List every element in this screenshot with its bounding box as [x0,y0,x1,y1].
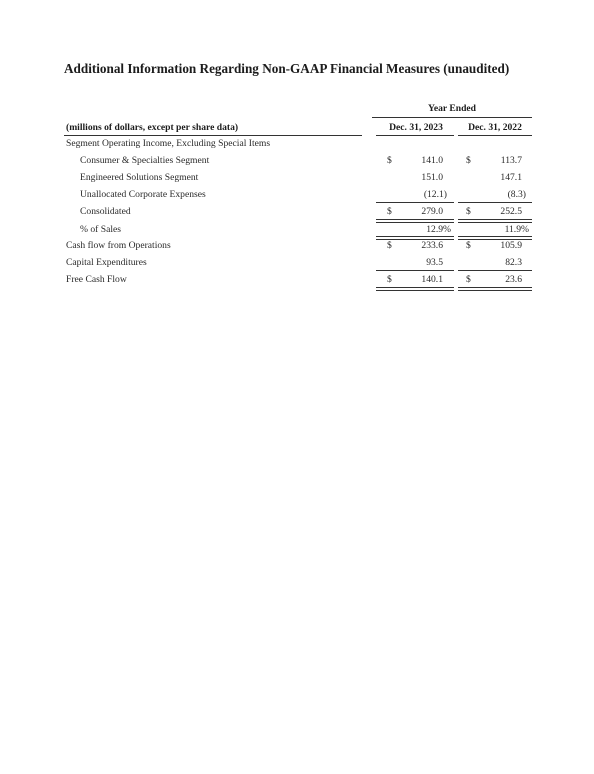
table-cell-2023: 151.0 [421,172,443,183]
units-header: (millions of dollars, except per share data) [66,122,239,133]
total-double-rule-2023 [376,287,454,291]
table-row-label: Free Cash Flow [66,274,127,285]
table-cell-2022: 23.6 [505,274,522,285]
financial-table [0,0,594,300]
column-rule-2022 [458,135,532,136]
table-cell-2022: 147.1 [500,172,522,183]
currency-symbol: $ [466,155,471,166]
table-cell-2023: 233.6 [421,240,443,251]
table-cell-2023: 140.1 [421,274,443,285]
table-cell-2022: 113.7 [500,155,522,166]
subtotal-rule-2023 [376,270,454,271]
table-row-label: Engineered Solutions Segment [80,172,199,183]
table-cell-2023: (12.1) [423,189,447,200]
subtotal-rule-2023 [376,202,454,203]
table-cell-2023: 141.0 [421,155,443,166]
table-cell-2022: 252.5 [500,206,522,217]
column-header-2023: Dec. 31, 2023 [389,122,443,133]
table-row-label: Unallocated Corporate Expenses [80,189,206,200]
currency-symbol: $ [387,240,392,251]
table-row-label: Cash flow from Operations [66,240,171,251]
table-cell-2022: 11.9% [504,224,529,235]
subtotal-rule-2022 [458,270,532,271]
currency-symbol: $ [387,274,392,285]
currency-symbol: $ [466,240,471,251]
table-cell-2023: 12.9% [426,224,451,235]
total-double-rule-2023 [376,219,454,223]
table-row-label: % of Sales [80,224,122,235]
header-rule [372,117,532,118]
column-rule-2023 [376,135,454,136]
table-cell-2023: 279.0 [421,206,443,217]
table-row-label: Consolidated [80,206,131,217]
table-row-label: Capital Expenditures [66,257,147,268]
subtotal-rule-2022 [458,202,532,203]
total-double-rule-2022 [458,219,532,223]
section-label: Segment Operating Income, Excluding Special Items [66,138,271,149]
label-header-rule [64,135,362,136]
table-row-label: Consumer & Specialties Segment [80,155,210,166]
year-ended-header: Year Ended [427,103,477,114]
table-cell-2022: 105.9 [500,240,522,251]
total-double-rule-2022 [458,287,532,291]
page-title: Additional Information Regarding Non-GAAP Financial Measures (unaudited) [64,61,510,76]
table-cell-2023: 93.5 [426,257,443,268]
column-header-2022: Dec. 31, 2022 [468,122,522,133]
currency-symbol: $ [387,155,392,166]
currency-symbol: $ [466,206,471,217]
currency-symbol: $ [387,206,392,217]
table-cell-2022: 82.3 [505,257,522,268]
table-cell-2022: (8.3) [507,189,526,200]
currency-symbol: $ [466,274,471,285]
